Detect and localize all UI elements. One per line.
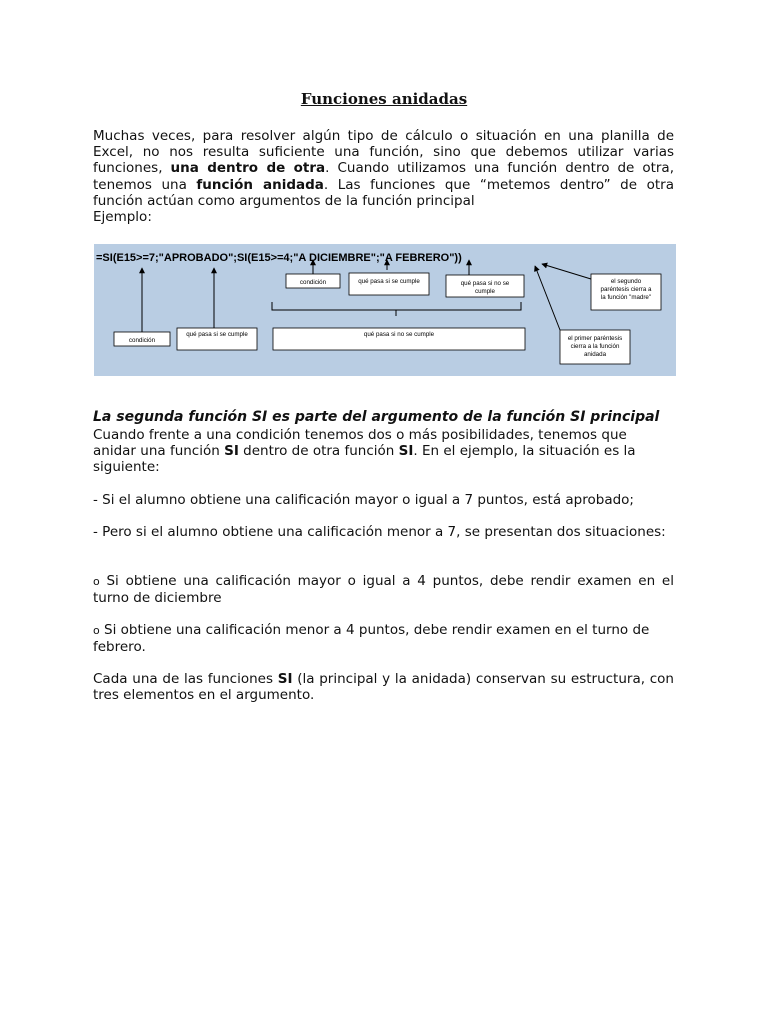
sub-item-diciembre xyxy=(93,573,674,606)
label-segundo-par-2: paréntesis cierra a xyxy=(600,286,652,293)
label-primer-par-3: anidada xyxy=(583,351,607,358)
formula-diagram xyxy=(94,244,676,376)
arrow-primer-parentesis xyxy=(535,266,560,330)
para2-text-1: Cuando frente a una condición tenemos dos o más posibilidades, tenemos que anidar una función xyxy=(93,427,627,460)
label-primer-par-2: cierra a la función xyxy=(570,343,620,350)
sub2-text: Si obtiene una calificación menor a 4 puntos, debe rendir examen en el turno de febrero. xyxy=(93,622,650,656)
sub2-marker: o xyxy=(93,624,100,637)
arrow-segundo-parentesis xyxy=(542,264,591,279)
label-primer-par-1: el primer paréntesis xyxy=(567,335,623,342)
para-anidar xyxy=(93,427,674,476)
formula-text: =SI(E15>=7;"APROBADO";SI(E15>=4;"A DICIEMBRE";"A FEBRERO")) xyxy=(96,252,462,264)
label-si-cumple-outer: qué pasa si se cumple xyxy=(186,331,248,338)
label-si-cumple-inner: qué pasa si se cumple xyxy=(358,278,420,285)
para2-bold-2: SI xyxy=(398,443,414,460)
bullet-aprobado: - Si el alumno obtiene una calificación mayor o igual a 7 puntos, está aprobado; xyxy=(93,492,634,508)
label-condicion-outer: condición xyxy=(128,337,156,344)
sub1-marker: o xyxy=(93,575,100,588)
closing-paragraph xyxy=(93,671,674,703)
diagram-svg xyxy=(94,244,676,376)
brace-nested xyxy=(272,302,521,310)
label-segundo-par-1: el segundo xyxy=(610,278,642,285)
para2-text-2: dentro de otra función xyxy=(238,443,399,460)
section-subheading: La segunda función SI es parte del argumento de la función SI principal xyxy=(93,409,660,425)
example-label: Ejemplo: xyxy=(93,209,152,225)
label-segundo-par-3: la función "madre" xyxy=(600,294,652,301)
sub1-text: Si obtiene una calificación mayor o igual a 4 puntos, debe rendir examen en el turno de diciembre xyxy=(93,573,674,607)
closing-text-2: (la principal y la anidada) conservan su estructura, con tres elementos en el argumento. xyxy=(93,671,674,704)
bullet-situaciones: - Pero si el alumno obtiene una calificación menor a 7, se presentan dos situaciones: xyxy=(93,524,666,540)
label-no-cumple-outer: qué pasa si no se cumple xyxy=(363,331,435,338)
label-no-cumple-inner-1: qué pasa si no se xyxy=(460,280,510,287)
para2-text-3: . En el ejemplo, la situación es la siguiente: xyxy=(93,443,636,476)
intro-bold-1: una dentro de otra xyxy=(170,160,326,177)
intro-bold-2: función anidada xyxy=(196,176,324,193)
intro-text-2: . Cuando utilizamos una función dentro de otra, tenemos una xyxy=(93,160,674,193)
intro-text-1: Muchas veces, para resolver algún tipo de cálculo o situación en una planilla de Excel, no nos resulta suficiente una función, sino que debemos utilizar varias funciones, xyxy=(93,128,674,177)
label-no-cumple-inner-2: cumple xyxy=(475,288,495,295)
page-title: Funciones anidadas xyxy=(300,90,468,108)
intro-paragraph xyxy=(93,128,674,209)
sub-item-febrero xyxy=(93,622,674,655)
intro-text-3: . Las funciones que “metemos dentro” de otra función actúan como argumentos de la función principal xyxy=(93,176,674,209)
closing-bold-1: SI xyxy=(277,671,293,687)
para2-bold-1: SI xyxy=(224,443,239,460)
label-condicion-inner: condición xyxy=(299,279,327,286)
closing-text-1: Cada una de las funciones xyxy=(93,671,278,687)
